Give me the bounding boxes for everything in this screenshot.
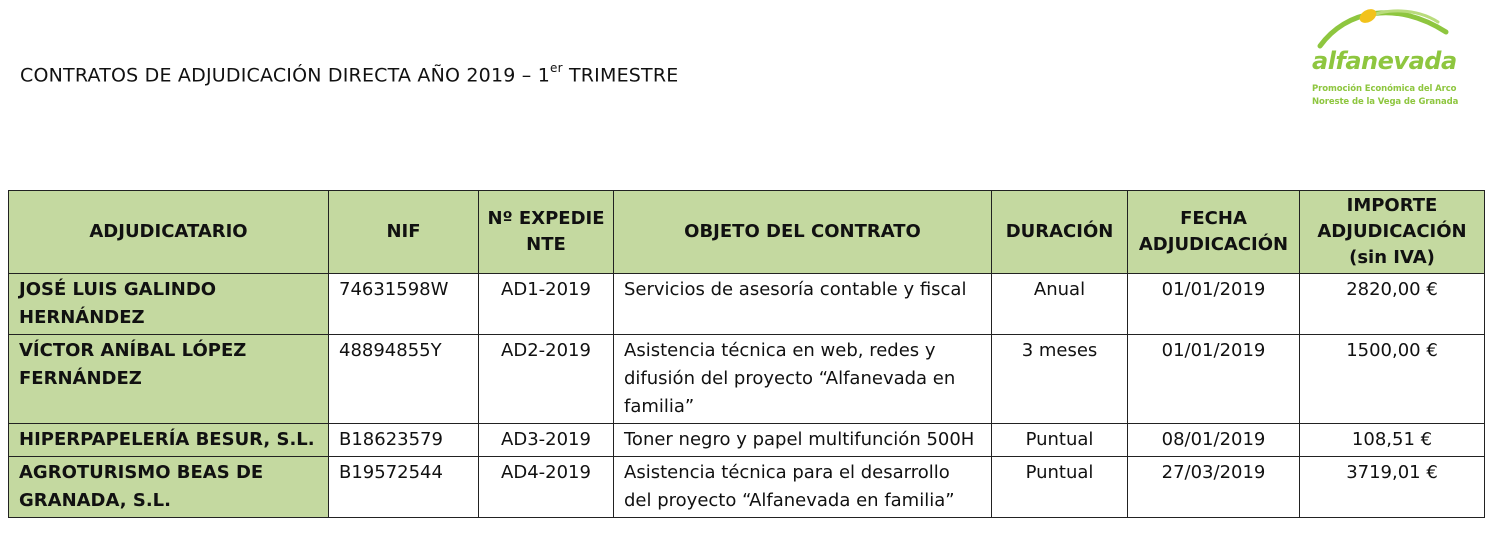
table-header-row [9, 191, 1485, 274]
header-expediente: Nº EXPEDIENTE [479, 191, 614, 274]
cell-objeto: Toner negro y papel multifunción 500H [614, 424, 992, 457]
cell-objeto: Asistencia técnica en web, redes y difusión del proyecto “Alfanevada en familia” [614, 335, 992, 424]
cell-importe: 2820,00 € [1300, 274, 1485, 335]
cell-duracion: Anual [992, 274, 1128, 335]
page-title-end: TRIMESTRE [562, 64, 679, 87]
cell-fecha: 08/01/2019 [1128, 424, 1300, 457]
header-fecha: FECHA ADJUDICACIÓN [1128, 191, 1300, 274]
page-title-superscript: er [550, 61, 563, 75]
cell-nif: 48894855Y [329, 335, 479, 424]
alfanevada-logo [1306, 2, 1466, 112]
logo-tagline-2: Noreste de la Vega de Granada [1312, 97, 1459, 107]
cell-expediente: AD1-2019 [479, 274, 614, 335]
cell-importe: 3719,01 € [1300, 457, 1485, 518]
cell-adjudicatario: AGROTURISMO BEAS DE GRANADA, S.L. [9, 457, 329, 518]
cell-adjudicatario: HIPERPAPELERÍA BESUR, S.L. [9, 424, 329, 457]
table-row [9, 335, 1485, 424]
cell-objeto: Asistencia técnica para el desarrollo del proyecto “Alfanevada en familia” [614, 457, 992, 518]
header-nif: NIF [329, 191, 479, 274]
page-title-main: CONTRATOS DE ADJUDICACIÓN DIRECTA AÑO 2019 – 1 [20, 64, 551, 87]
cell-nif: B18623579 [329, 424, 479, 457]
cell-objeto: Servicios de asesoría contable y fiscal [614, 274, 992, 335]
cell-expediente: AD4-2019 [479, 457, 614, 518]
cell-fecha: 27/03/2019 [1128, 457, 1300, 518]
cell-nif: 74631598W [329, 274, 479, 335]
header-adjudicatario: ADJUDICATARIO [9, 191, 329, 274]
cell-expediente: AD2-2019 [479, 335, 614, 424]
cell-adjudicatario: JOSÉ LUIS GALINDO HERNÁNDEZ [9, 274, 329, 335]
contracts-table [8, 190, 1485, 518]
cell-importe: 108,51 € [1300, 424, 1485, 457]
cell-nif: B19572544 [329, 457, 479, 518]
cell-duracion: 3 meses [992, 335, 1128, 424]
cell-duracion: Puntual [992, 457, 1128, 518]
table-row [9, 424, 1485, 457]
logo-tagline-1: Promoción Económica del Arco [1312, 84, 1457, 94]
cell-duracion: Puntual [992, 424, 1128, 457]
logo-wordmark: alfanevada [1312, 47, 1457, 75]
header-objeto: OBJETO DEL CONTRATO [614, 191, 992, 274]
cell-fecha: 01/01/2019 [1128, 335, 1300, 424]
page-title [20, 63, 678, 86]
table-row [9, 274, 1485, 335]
header-importe: IMPORTE ADJUDICACIÓN (sin IVA) [1300, 191, 1485, 274]
cell-adjudicatario: VÍCTOR ANÍBAL LÓPEZ FERNÁNDEZ [9, 335, 329, 424]
table-row [9, 457, 1485, 518]
cell-importe: 1500,00 € [1300, 335, 1485, 424]
cell-expediente: AD3-2019 [479, 424, 614, 457]
cell-fecha: 01/01/2019 [1128, 274, 1300, 335]
header-duracion: DURACIÓN [992, 191, 1128, 274]
